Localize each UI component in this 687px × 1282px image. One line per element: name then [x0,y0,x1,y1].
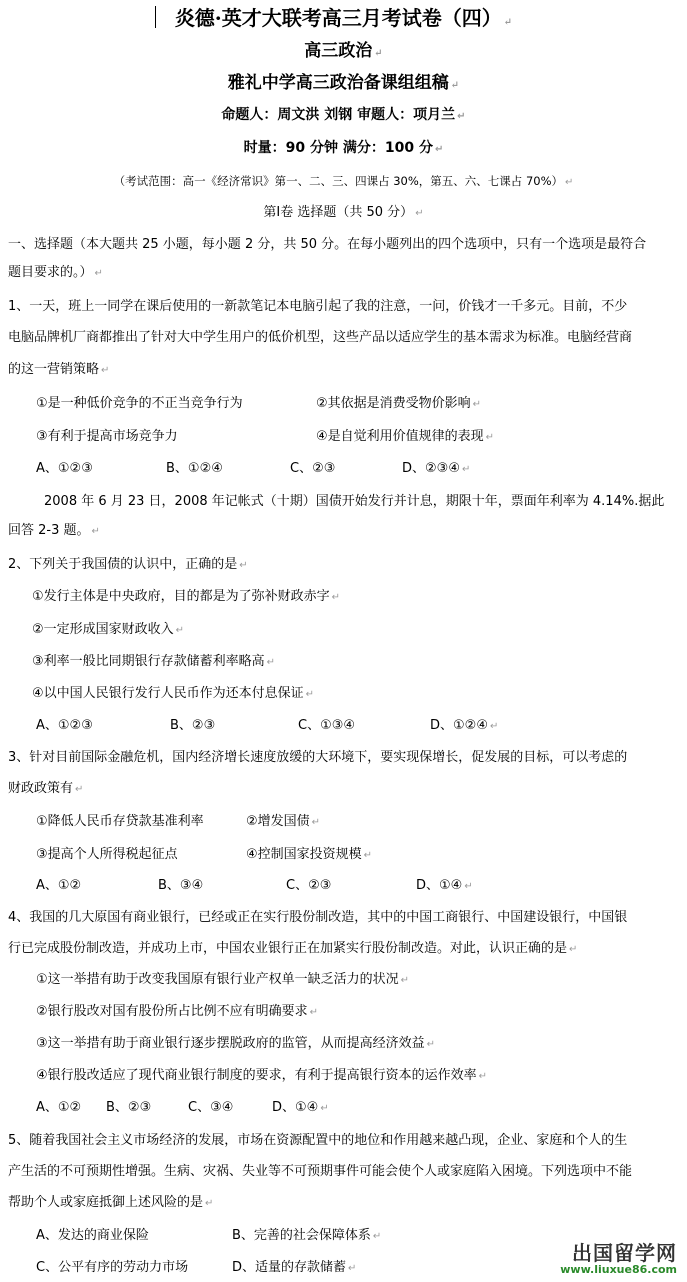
material-line-2: 回答 2-3 题。 ↵ [8,523,100,538]
q3-option-b: B、③④ [158,878,204,893]
q4-option-c: C、③④ [188,1100,234,1115]
q4-option-a: A、①② [36,1100,82,1115]
site-watermark [560,1242,677,1276]
q3-item-3: ③提高个人所得税起征点 [36,847,178,862]
q1-option-a: A、①②③ [36,461,93,476]
exam-scope: （考试范围：高一《经济常识》第一、二、三、四课占 30%，第五、六、七课占 70%） ↵ [113,174,574,188]
q4-stem-line-2: 行已完成股份制改造，并成功上市，中国农业银行正在加紧实行股份制改造。对此，认识正确的是 ↵ [8,941,578,956]
q3-option-c: C、②③ [286,878,332,893]
q4-stem-line-1: 4、我国的几大原国有商业银行，已经或正在实行股份制改造，其中的中国工商银行、中国建设银行，中国银 [8,910,628,925]
q3-stem-line-1: 3、针对目前国际金融危机，国内经济增长速度放缓的大环境下，要实现保增长，促发展的目标，可以考虑的 [8,750,628,765]
q3-option-d: D、①④ ↵ [416,878,473,893]
q3-stem-line-2: 财政政策有 ↵ [8,781,84,796]
q5-option-a: A、发达的商业保险 [36,1228,149,1243]
q1-option-c: C、②③ [290,461,336,476]
q5-stem-line-1: 5、随着我国社会主义市场经济的发展，市场在资源配置中的地位和作用越来越凸现，企业、家庭和个人的生 [8,1133,628,1148]
q5-option-c: C、公平有序的劳动力市场 [36,1260,189,1275]
q2-item-1: ①发行主体是中央政府，目的都是为了弥补财政赤字 ↵ [32,589,341,604]
q1-item-2: ②其依据是消费受物价影响 ↵ [316,396,482,411]
q4-item-4: ④银行股改适应了现代商业银行制度的要求，有利于提高银行资本的运作效率 ↵ [36,1068,488,1083]
q1-stem-line-2: 电脑品牌机厂商都推出了针对大中学生用户的低价机型，这些产品以适应学生的基本需求为标准。电脑经营商 [8,330,633,345]
q5-stem-line-3: 帮助个人或家庭抵御上述风险的是 ↵ [8,1195,214,1210]
q4-option-d: D、①④ ↵ [272,1100,329,1115]
instructions-line-1: 一、选择题（本大题共 25 小题，每小题 2 分，共 50 分。在每小题列出的四个选项中，只有一个选项是最符合 [8,237,647,252]
q1-stem-line-3: 的这一营销策略 ↵ [8,362,110,377]
exam-title: 炎德·英才大联考高三月考试卷（四） ↵ [174,6,513,30]
q2-item-2: ②一定形成国家财政收入 ↵ [32,622,185,637]
authors-line: 命题人：周文洪 刘钢 审题人：项月兰 ↵ [221,107,466,123]
q2-item-3: ③利率一般比同期银行存款储蓄利率略高 ↵ [32,654,276,669]
part-heading: 第Ⅰ卷 选择题（共 50 分） ↵ [263,205,424,220]
q4-option-b: B、②③ [106,1100,152,1115]
q3-item-4: ④控制国家投资规模 ↵ [246,847,373,862]
q1-item-4: ④是自觉利用价值规律的表现 ↵ [316,429,495,444]
watermark-url: www.liuxue86.com [560,1263,677,1276]
q3-item-2: ②增发国债 ↵ [246,814,321,829]
q2-option-b: B、②③ [170,718,216,733]
q1-option-d: D、②③④ ↵ [402,461,471,476]
q4-item-3: ③这一举措有助于商业银行逐步摆脱政府的监管，从而提高经济效益 ↵ [36,1036,436,1051]
school-title: 雅礼中学高三政治备课组组稿 ↵ [227,73,460,93]
q4-item-2: ②银行股改对国有股份所占比例不应有明确要求 ↵ [36,1004,319,1019]
q1-item-3: ③有利于提高市场竞争力 [36,429,178,444]
q2-stem: 2、下列关于我国债的认识中，正确的是 ↵ [8,557,248,572]
instructions-line-2: 题目要求的。） ↵ [8,265,103,280]
watermark-name: 出国留学网 [572,1241,677,1265]
q5-stem-line-2: 产生活的不可预期性增强。生病、灾祸、失业等不可预期事件可能会使个人或家庭陷入困境。下列选项中不能 [8,1164,633,1179]
subject-title: 高三政治 ↵ [304,41,383,61]
time-score-line: 时量：90 分钟 满分：100 分 ↵ [243,140,444,156]
q5-option-d: D、适量的存款储蓄 ↵ [232,1260,357,1275]
q1-option-b: B、①②④ [166,461,223,476]
q3-item-1: ①降低人民币存贷款基准利率 [36,814,204,829]
q1-stem-line-1: 1、一天，班上一同学在课后使用的一新款笔记本电脑引起了我的注意，一问，价钱才一千多元。目前，不少 [8,299,628,314]
q4-item-1: ①这一举措有助于改变我国原有银行业产权单一缺乏活力的状况 ↵ [36,972,410,987]
q2-option-a: A、①②③ [36,718,93,733]
q5-option-b: B、完善的社会保障体系 ↵ [232,1228,382,1243]
q2-option-d: D、①②④ ↵ [430,718,499,733]
q2-option-c: C、①③④ [298,718,356,733]
q1-item-1: ①是一种低价竞争的不正当竞争行为 [36,396,243,411]
material-line-1: 2008 年 6 月 23 日，2008 年记帐式（十期）国债开始发行并计息，期限十年，票面年利率为 4.14%.据此 [44,494,665,509]
q2-item-4: ④以中国人民银行发行人民币作为还本付息保证 ↵ [32,686,315,701]
q3-option-a: A、①② [36,878,82,893]
